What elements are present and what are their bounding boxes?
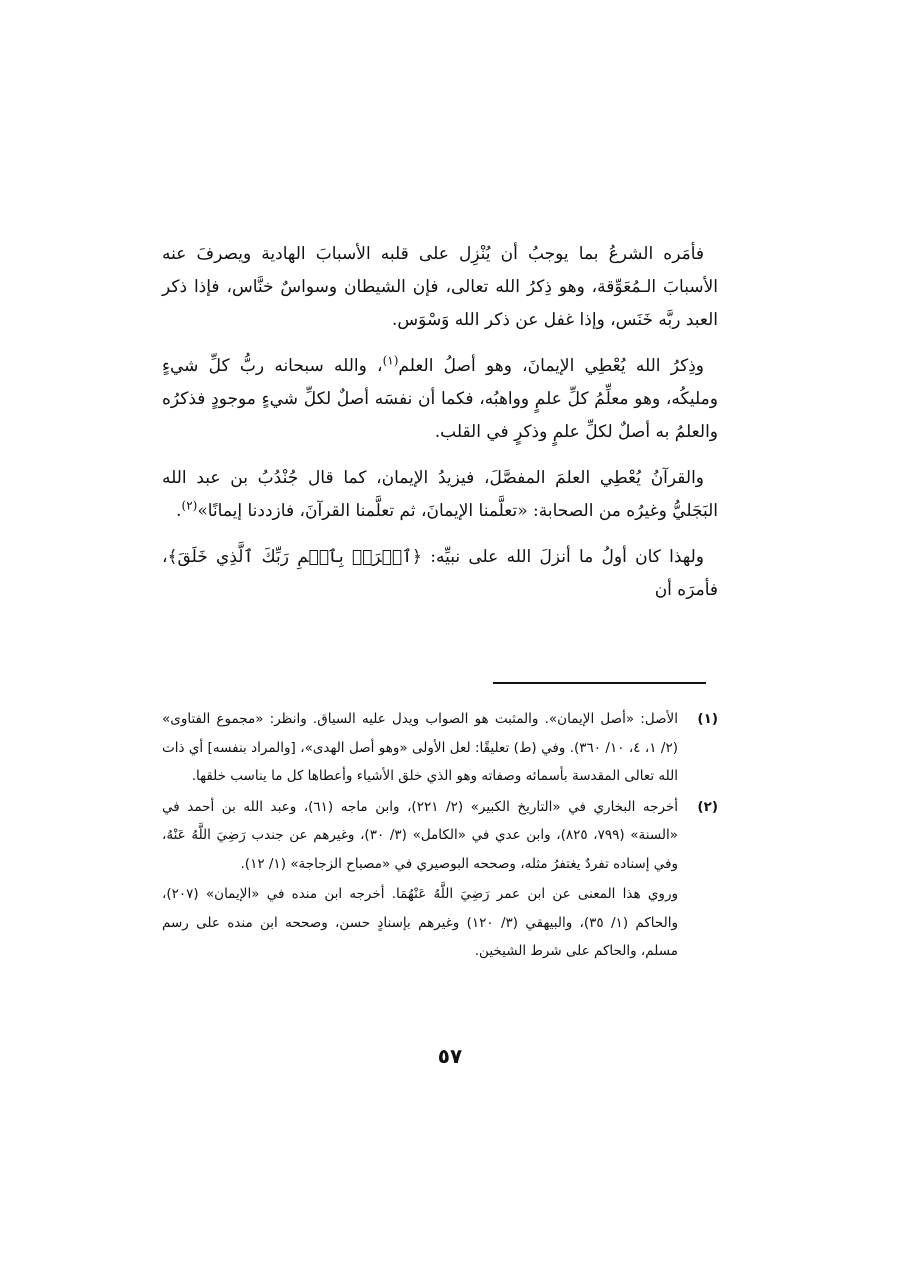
paragraph-2-text: وذِكرُ الله يُعْطِي الإيمانَ، وهو أصلُ العلم	[398, 356, 704, 376]
paragraph-3-rest: .	[176, 501, 182, 521]
footnote-ref-2[interactable]: (٢)	[181, 498, 198, 513]
footnotes	[162, 705, 718, 966]
footnote-number-2: (٢)	[697, 798, 718, 815]
paragraph-3-text: والقرآنُ يُعْطِي العلمَ المفصَّلَ، فيزيدُ الإيمان، كما قال جُنْدُبُ بن عبد الله البَجَليُّ وغيرُه من الصحابة: «تعلَّمنا الإيمانَ، ثم تعلَّمنا القرآنَ، فازددنا إيمانًا»	[162, 468, 718, 521]
paragraph-1-text: فأمَره الشرعُ بما يوجبُ أن يُنْزِل على قلبه الأسبابَ الهادية ويصرفَ عنه الأسبابَ الـمُعَوِّقة، وهو ذِكرُ الله تعالى، فإن الشيطان وسواسٌ خنَّاس، فإذا ذكر العبد ربَّه خَنَس، وإذا غفل عن ذكر الله وَسْوَس.	[162, 244, 718, 330]
paragraph-4	[162, 541, 718, 607]
footnote-1	[162, 705, 718, 791]
footnote-2-continuation: وروي هذا المعنى عن ابن عمر رَضِيَ اللَّهُ عَنْهُمَا. أخرجه ابن منده في «الإيمان» (٢٠٧)، والحاكم (١/ ٣٥)، والبيهقي (٣/ ١٢٠) وغيرهم بإسنادٍ حسن، وصححه ابن منده على رسم مسلم، والحاكم على شرط الشيخين.	[162, 886, 679, 959]
main-text	[162, 238, 718, 607]
footnote-text-2: أخرجه البخاري في «التاريخ الكبير» (٢/ ٢٢١)، وابن ماجه (٦١)، وعبد الله بن أحمد في «السنة» (٧٩٩، ٨٢٥)، وابن عدي في «الكامل» (٣/ ٣٠)، وغيرهم عن جندب رَضِيَ اللَّهُ عَنْهُ، وفي إسناده تفردٌ يغتفرُ مثله، وصححه البوصيري في «مصباح الزجاجة» (١/ ١٢).	[162, 798, 679, 872]
paragraph-2-rest: ، والله سبحانه ربُّ كلِّ شيءٍ ومليكُه، وهو معلِّمُ كلِّ علمٍ وواهبُه، فكما أن نفسَه أصلٌ لكلِّ شيءٍ موجودٍ فذكرُه والعلمُ به أصلٌ لكلِّ علمٍ وذكرٍ في القلب.	[162, 356, 718, 442]
paragraph-3	[162, 462, 718, 528]
paragraph-2	[162, 350, 718, 449]
footnote-number-1: (١)	[697, 711, 718, 727]
footnote-2	[162, 793, 718, 879]
footnote-ref-1[interactable]: (١)	[382, 353, 399, 368]
footnote-text-1: الأصل: «أصل الإيمان». والمثبت هو الصواب ويدل عليه السياق. وانظر: «مجموع الفتاوى» (٢/ ١، ٤، ١٠/ ٣٦٠). وفي (ط) تعليقًا: لعل الأولى «وهو أصل الهدى»، [والمراد بنفسه] أي ذات الله تعالى المقدسة بأسمائه وصفاته وهو الذي خلق الأشياء وأعطاها كل ما يناسب خلقها.	[162, 711, 678, 784]
page-number: ٥٧	[437, 1044, 463, 1068]
footnote-separator	[493, 682, 706, 684]
paragraph-1	[162, 238, 718, 337]
paragraph-4-text: ولهذا كان أولُ ما أنزلَ الله على نبيِّه: ﴿ٱقۡرَأۡ بِٱسۡمِ رَبِّكَ ٱلَّذِي خَلَقَ﴾، فأمرَه أن	[162, 547, 718, 600]
